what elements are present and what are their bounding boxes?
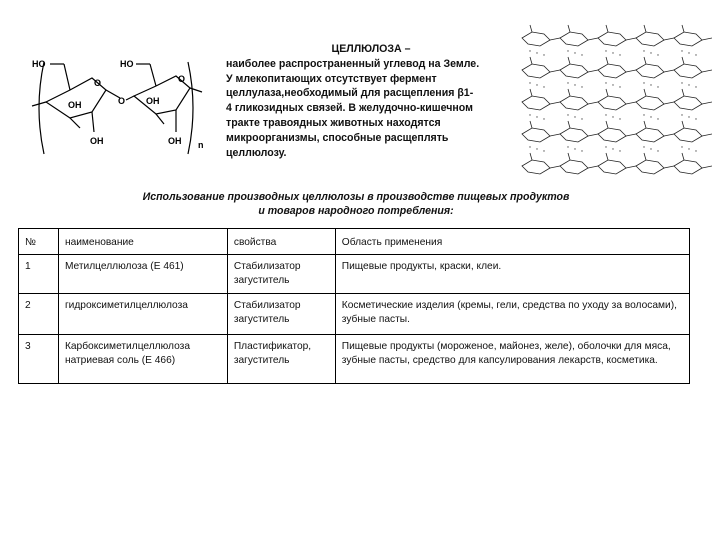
cell-application: Пищевые продукты, краски, клеи. (335, 255, 689, 294)
left-bracket (39, 62, 44, 154)
hydrogen-bond-dot (657, 54, 658, 55)
hydrogen-bond-dot (695, 150, 696, 151)
lattice-ring (560, 128, 588, 142)
intro-line: наиболее распространенный углевод на Земле. (226, 57, 480, 70)
lattice-substituent (606, 153, 608, 160)
intro-text (226, 42, 516, 160)
lattice-bond (664, 102, 674, 104)
cell-application: Косметические изделия (кремы, гели, средства по уходу за волосами), зубные пасты. (335, 294, 689, 335)
lattice-bond (588, 70, 598, 72)
hydrogen-bond-dot (643, 82, 644, 83)
hydrogen-bond-dot (695, 86, 696, 87)
lattice-substituent (644, 121, 646, 128)
hydrogen-bond-dot (657, 150, 658, 151)
cell-name: Метилцеллюлоза (Е 461) (58, 255, 227, 294)
intro-line: тракте травоядных животных находятся (226, 116, 441, 129)
hydrogen-bond-dot (643, 146, 644, 147)
ring-oxygen-left: O (94, 78, 102, 88)
lattice-bond (588, 102, 598, 104)
lattice-bond (702, 38, 712, 40)
lattice-ring (674, 64, 702, 78)
lattice-bond (588, 134, 598, 136)
hydrogen-bond-dot (543, 118, 544, 119)
hydrogen-bond-dot (657, 86, 658, 87)
lattice-substituent (568, 121, 570, 128)
lattice-bond (702, 70, 712, 72)
lattice-bond (626, 102, 636, 104)
lattice-substituent (606, 57, 608, 64)
lattice-bond (702, 102, 712, 104)
hydrogen-bond-dot (536, 52, 537, 53)
hydrogen-bond-dot (529, 50, 530, 51)
hydrogen-bond-dot (536, 116, 537, 117)
lattice-ring (674, 160, 702, 174)
hydrogen-bond-dot (581, 86, 582, 87)
hydrogen-bond-dot (695, 118, 696, 119)
lattice-bond (702, 134, 712, 136)
lattice-substituent (568, 57, 570, 64)
lattice-substituent (644, 153, 646, 160)
hydrogen-bond-dot (574, 116, 575, 117)
cellulose-structural-formula (30, 48, 220, 166)
lattice-bond (664, 70, 674, 72)
lattice-bond (664, 38, 674, 40)
lattice-substituent (644, 25, 646, 32)
cell-properties: Стабилизатор загуститель (227, 255, 335, 294)
ho-right-label: HO (120, 59, 134, 69)
lattice-ring (598, 96, 626, 110)
hydrogen-bond-dot (688, 52, 689, 53)
lattice-ring (598, 160, 626, 174)
ring-oxygen-right: O (178, 74, 186, 84)
hydrogen-bond-dot (688, 84, 689, 85)
table-header-row (19, 229, 690, 255)
lattice-bond (626, 38, 636, 40)
lattice-bond (626, 166, 636, 168)
lattice-ring (636, 160, 664, 174)
lattice-ring (560, 32, 588, 46)
hydrogen-bond-dot (581, 54, 582, 55)
lattice-substituent (606, 121, 608, 128)
hydrogen-bond-dot (619, 118, 620, 119)
hydrogen-bond-dot (650, 52, 651, 53)
header-number: № (19, 229, 59, 255)
intro-line: целлулаза,необходимый для расщепления β1- (226, 87, 474, 100)
hydrogen-bond-dot (650, 116, 651, 117)
hydrogen-bond-dot (681, 50, 682, 51)
hydrogen-bond-dot (643, 50, 644, 51)
hydrogen-bond-dot (567, 82, 568, 83)
glycosidic-oxygen: O (118, 96, 126, 106)
lattice-ring (636, 128, 664, 142)
oh-right-ring-label: OH (146, 96, 160, 106)
lattice-bond (550, 38, 560, 40)
lattice-substituent (644, 89, 646, 96)
ho-left-label: HO (32, 59, 46, 69)
lattice-substituent (644, 57, 646, 64)
lattice-substituent (530, 153, 532, 160)
lattice-ring (598, 64, 626, 78)
hydrogen-bond-dot (536, 148, 537, 149)
header-application: Область применения (335, 229, 689, 255)
lattice-bond (588, 38, 598, 40)
lattice-substituent (530, 89, 532, 96)
lattice-ring (522, 96, 550, 110)
lattice-ring (636, 32, 664, 46)
hydrogen-bond-dot (695, 54, 696, 55)
cell-number: 2 (19, 294, 59, 335)
cell-name: Карбоксиметилцеллюлоза натриевая соль (Е 466) (58, 335, 227, 384)
lattice-ring (560, 64, 588, 78)
lattice-bond (664, 166, 674, 168)
lattice-substituent (568, 153, 570, 160)
header-name: наименование (58, 229, 227, 255)
lattice-substituent (682, 25, 684, 32)
lattice-bond (550, 102, 560, 104)
oh-left-bottom-label: OH (90, 136, 104, 146)
cell-number: 1 (19, 255, 59, 294)
hydrogen-bond-dot (619, 150, 620, 151)
lattice-substituent (530, 121, 532, 128)
lattice-ring (522, 128, 550, 142)
hydrogen-bond-dot (681, 146, 682, 147)
lattice-substituent (682, 89, 684, 96)
hydrogen-bond-dot (543, 150, 544, 151)
intro-line: микроорганизмы, способные расщеплять (226, 131, 449, 144)
lattice-substituent (568, 89, 570, 96)
intro-line: У млекопитающих отсутствует фермент (226, 72, 437, 85)
hydrogen-bond-dot (581, 118, 582, 119)
hydrogen-bond-dot (605, 146, 606, 147)
hydrogen-bond-dot (612, 116, 613, 117)
cell-name: гидроксиметилцеллюлоза (58, 294, 227, 335)
hydrogen-bond-dot (536, 84, 537, 85)
hydrogen-bond-dot (543, 86, 544, 87)
hydrogen-bond-dot (612, 148, 613, 149)
cell-application: Пищевые продукты (мороженое, майонез, желе), оболочки для мяса, зубные пасты, средство для капсулирования лекарств, косметика. (335, 335, 689, 384)
hydrogen-bond-dot (529, 82, 530, 83)
hydrogen-bond-dot (529, 146, 530, 147)
hydrogen-bond-dot (650, 148, 651, 149)
lattice-ring (522, 160, 550, 174)
hydrogen-bond-dot (605, 50, 606, 51)
lattice-substituent (568, 25, 570, 32)
cell-number: 3 (19, 335, 59, 384)
table-row (19, 255, 690, 294)
hydrogen-bond-dot (567, 146, 568, 147)
lattice-ring (522, 64, 550, 78)
intro-line: 4 гликозидных связей. В желудочно-кишечном (226, 102, 473, 115)
lattice-ring (598, 128, 626, 142)
hydrogen-bond-dot (681, 114, 682, 115)
cellulose-lattice-diagram (516, 18, 712, 182)
hydrogen-bond-dot (605, 82, 606, 83)
hydrogen-bond-dot (619, 54, 620, 55)
lattice-substituent (606, 25, 608, 32)
hydrogen-bond-dot (619, 86, 620, 87)
lattice-bond (664, 134, 674, 136)
cellulose-derivatives-table (18, 228, 690, 384)
oh-left-ring-label: OH (68, 100, 82, 110)
cell-properties: Стабилизатор загуститель (227, 294, 335, 335)
hydrogen-bond-dot (574, 84, 575, 85)
hydrogen-bond-dot (605, 114, 606, 115)
oh-right-bottom-label: OH (168, 136, 182, 146)
hydrogen-bond-dot (612, 84, 613, 85)
table-row (19, 335, 690, 384)
hydrogen-bond-dot (612, 52, 613, 53)
lattice-bond (626, 134, 636, 136)
section-heading-line: и товаров народного потребления: (258, 205, 454, 217)
hydrogen-bond-dot (567, 50, 568, 51)
intro-line: целлюлозу. (226, 146, 287, 159)
lattice-ring (560, 96, 588, 110)
header-properties: свойства (227, 229, 335, 255)
lattice-substituent (682, 121, 684, 128)
intro-title: ЦЕЛЛЮЛОЗА – (331, 43, 411, 55)
hydrogen-bond-dot (567, 114, 568, 115)
hydrogen-bond-dot (574, 52, 575, 53)
lattice-bond (588, 166, 598, 168)
lattice-ring (636, 64, 664, 78)
lattice-bond (626, 70, 636, 72)
hydrogen-bond-dot (529, 114, 530, 115)
lattice-ring (560, 160, 588, 174)
hydrogen-bond-dot (681, 82, 682, 83)
section-heading-line: Использование производных целлюлозы в производстве пищевых продуктов (142, 191, 570, 203)
lattice-ring (674, 32, 702, 46)
hydrogen-bond-dot (643, 114, 644, 115)
hydrogen-bond-dot (657, 118, 658, 119)
cell-properties: Пластификатор, загуститель (227, 335, 335, 384)
lattice-substituent (682, 57, 684, 64)
hydrogen-bond-dot (581, 150, 582, 151)
lattice-ring (598, 32, 626, 46)
lattice-ring (636, 96, 664, 110)
lattice-substituent (606, 89, 608, 96)
right-bracket (188, 62, 193, 154)
hydrogen-bond-dot (543, 54, 544, 55)
polymer-index: n (198, 140, 204, 150)
lattice-substituent (530, 25, 532, 32)
lattice-substituent (682, 153, 684, 160)
lattice-ring (674, 96, 702, 110)
hydrogen-bond-dot (688, 116, 689, 117)
hydrogen-bond-dot (688, 148, 689, 149)
lattice-bond (550, 134, 560, 136)
table-row (19, 294, 690, 335)
lattice-bond (702, 166, 712, 168)
hydrogen-bond-dot (650, 84, 651, 85)
lattice-bond (550, 166, 560, 168)
lattice-substituent (530, 57, 532, 64)
lattice-bond (550, 70, 560, 72)
hydrogen-bond-dot (574, 148, 575, 149)
lattice-ring (522, 32, 550, 46)
lattice-ring (674, 128, 702, 142)
section-heading (18, 190, 694, 218)
